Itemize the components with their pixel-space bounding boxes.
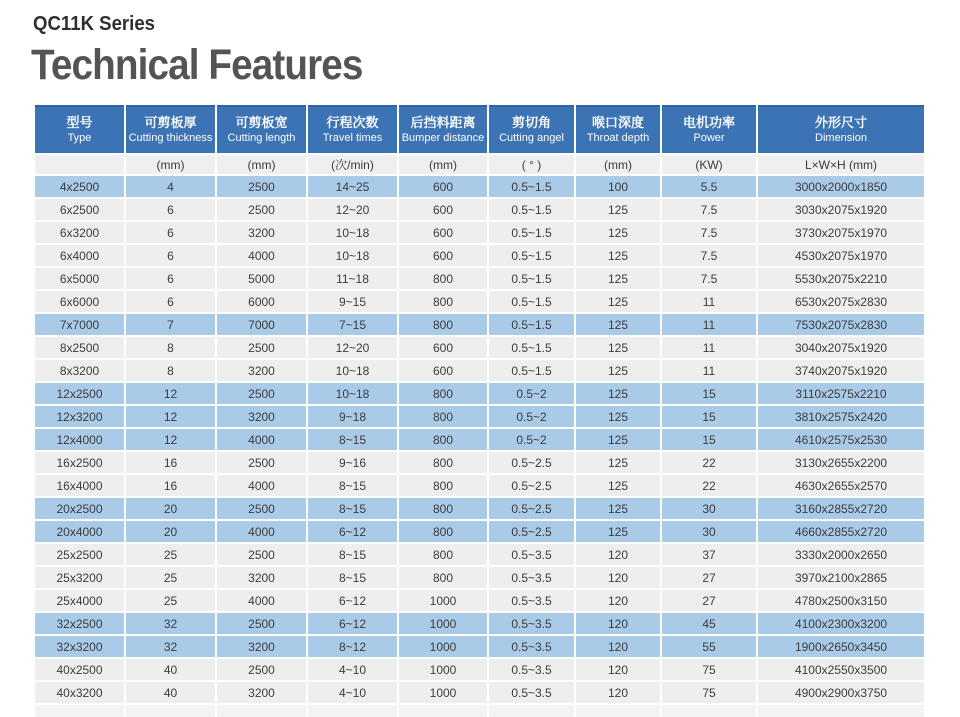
cell-cutting-angel: 0.5~3.5 (489, 659, 574, 680)
table-row (35, 176, 924, 197)
table-row (35, 429, 924, 450)
cell-cutting-angel: 0.5~2.5 (489, 475, 574, 496)
cell-type: 32x3200 (35, 636, 124, 657)
cell-dimension: 3040x2075x1920 (758, 337, 924, 358)
cell-bumper-distance: 800 (399, 291, 487, 312)
table-row (35, 590, 924, 611)
table-row (35, 613, 924, 634)
cell-power: 75 (662, 682, 756, 703)
cell-power: 27 (662, 567, 756, 588)
cell-cutting-thickness: 8 (126, 337, 215, 358)
cell-cutting-length: 3200 (217, 360, 306, 381)
cell-bumper-distance: 800 (399, 498, 487, 519)
cell-cutting-angel: 0.5~3.5 (489, 636, 574, 657)
col-header-en: Cutting length (227, 131, 296, 144)
col-header-en: Cutting thickness (128, 131, 213, 144)
cell-cutting-length: 4000 (217, 590, 306, 611)
cell-cutting-thickness: 40 (126, 659, 215, 680)
cell-travel-times: 9~15 (308, 291, 397, 312)
cell-throat-depth: 125 (576, 383, 660, 404)
cell-dimension: 4530x2075x1970 (758, 245, 924, 266)
cell-type: 6x5000 (35, 268, 124, 289)
cell-cutting-angel: 0.5~1.5 (489, 268, 574, 289)
cell-bumper-distance: 600 (399, 199, 487, 220)
cell-dimension: 3160x2855x2720 (758, 498, 924, 519)
cell-throat-depth: 120 (576, 659, 660, 680)
cell-cutting-length: 3200 (217, 406, 306, 427)
cell-power: 27 (662, 590, 756, 611)
cell-cutting-length: 2500 (217, 452, 306, 473)
col-header-zh: 剪切角 (511, 114, 551, 130)
cell-dimension: 3730x2075x1970 (758, 222, 924, 243)
cell-power: 37 (662, 544, 756, 565)
cell-power: 30 (662, 498, 756, 519)
cell-cutting-angel: 0.5~3.5 (489, 613, 574, 634)
cell-cutting-thickness: 6 (126, 199, 215, 220)
unit-cell-throat-depth: (mm) (576, 155, 660, 174)
cell-cutting-angel: 0.5~3.5 (489, 682, 574, 703)
cell-power: 7.5 (662, 245, 756, 266)
cell-bumper-distance: 800 (399, 521, 487, 542)
col-header-en: Cutting angel (499, 131, 564, 144)
cell-travel-times: 8~15 (308, 475, 397, 496)
cell-type: 12x3200 (35, 406, 124, 427)
clipped-cell (126, 705, 215, 717)
cell-travel-times: 7~15 (308, 314, 397, 335)
cell-cutting-thickness: 25 (126, 544, 215, 565)
cell-cutting-thickness: 25 (126, 567, 215, 588)
cell-throat-depth: 125 (576, 268, 660, 289)
col-header-zh: 电机功率 (682, 114, 735, 130)
col-header-cutting-thickness (126, 105, 215, 153)
cell-bumper-distance: 600 (399, 337, 487, 358)
table-body (35, 176, 924, 717)
cell-travel-times: 11~18 (308, 268, 397, 289)
col-header-cutting-length (217, 105, 306, 153)
col-header-zh: 型号 (66, 114, 93, 130)
cell-throat-depth: 100 (576, 176, 660, 197)
col-header-zh: 外形尺寸 (814, 114, 867, 130)
cell-power: 7.5 (662, 268, 756, 289)
cell-cutting-angel: 0.5~1.5 (489, 245, 574, 266)
unit-cell-type (35, 155, 124, 174)
cell-type: 25x4000 (35, 590, 124, 611)
table-row (35, 406, 924, 427)
col-header-en: Bumper distance (401, 131, 485, 144)
cell-travel-times: 10~18 (308, 245, 397, 266)
col-header-travel-times (308, 105, 397, 153)
cell-cutting-angel: 0.5~1.5 (489, 314, 574, 335)
cell-power: 7.5 (662, 222, 756, 243)
cell-travel-times: 10~18 (308, 360, 397, 381)
cell-type: 20x2500 (35, 498, 124, 519)
cell-type: 16x4000 (35, 475, 124, 496)
cell-throat-depth: 125 (576, 199, 660, 220)
cell-bumper-distance: 800 (399, 268, 487, 289)
cell-throat-depth: 125 (576, 314, 660, 335)
cell-dimension: 1900x2650x3450 (758, 636, 924, 657)
cell-throat-depth: 125 (576, 406, 660, 427)
cell-cutting-angel: 0.5~2 (489, 429, 574, 450)
cell-cutting-angel: 0.5~1.5 (489, 176, 574, 197)
cell-cutting-angel: 0.5~1.5 (489, 337, 574, 358)
cell-cutting-length: 3200 (217, 636, 306, 657)
col-header-en: Type (67, 131, 92, 144)
cell-cutting-angel: 0.5~2.5 (489, 498, 574, 519)
cell-cutting-thickness: 20 (126, 521, 215, 542)
table-row (35, 383, 924, 404)
cell-cutting-thickness: 32 (126, 636, 215, 657)
table-row (35, 521, 924, 542)
cell-throat-depth: 125 (576, 245, 660, 266)
table-row (35, 659, 924, 680)
unit-cell-cutting-angel: ( ° ) (489, 155, 574, 174)
cell-cutting-length: 2500 (217, 613, 306, 634)
col-header-type (35, 105, 124, 153)
unit-cell-cutting-thickness: (mm) (126, 155, 215, 174)
cell-bumper-distance: 800 (399, 452, 487, 473)
cell-cutting-angel: 0.5~1.5 (489, 222, 574, 243)
cell-cutting-length: 4000 (217, 521, 306, 542)
cell-bumper-distance: 1000 (399, 659, 487, 680)
col-header-zh: 可剪板宽 (235, 114, 288, 130)
cell-power: 30 (662, 521, 756, 542)
table-row (35, 199, 924, 220)
cell-travel-times: 8~15 (308, 567, 397, 588)
cell-travel-times: 8~15 (308, 498, 397, 519)
cell-bumper-distance: 600 (399, 360, 487, 381)
cell-cutting-angel: 0.5~2 (489, 406, 574, 427)
cell-cutting-thickness: 7 (126, 314, 215, 335)
cell-travel-times: 6~12 (308, 590, 397, 611)
cell-cutting-thickness: 6 (126, 268, 215, 289)
cell-power: 11 (662, 360, 756, 381)
cell-type: 16x2500 (35, 452, 124, 473)
cell-bumper-distance: 800 (399, 429, 487, 450)
cell-bumper-distance: 600 (399, 176, 487, 197)
cell-type: 32x2500 (35, 613, 124, 634)
clipped-row (35, 705, 924, 717)
cell-cutting-angel: 0.5~2.5 (489, 452, 574, 473)
table-row (35, 337, 924, 358)
table-row (35, 682, 924, 703)
table-row (35, 544, 924, 565)
cell-type: 25x2500 (35, 544, 124, 565)
cell-cutting-thickness: 12 (126, 406, 215, 427)
cell-throat-depth: 125 (576, 498, 660, 519)
cell-dimension: 6530x2075x2830 (758, 291, 924, 312)
cell-dimension: 7530x2075x2830 (758, 314, 924, 335)
cell-bumper-distance: 1000 (399, 682, 487, 703)
cell-travel-times: 6~12 (308, 613, 397, 634)
cell-cutting-thickness: 25 (126, 590, 215, 611)
clipped-cell (576, 705, 660, 717)
cell-bumper-distance: 800 (399, 567, 487, 588)
cell-throat-depth: 120 (576, 613, 660, 634)
cell-throat-depth: 125 (576, 360, 660, 381)
cell-throat-depth: 120 (576, 636, 660, 657)
cell-dimension: 4780x2500x3150 (758, 590, 924, 611)
cell-type: 6x2500 (35, 199, 124, 220)
cell-cutting-length: 2500 (217, 199, 306, 220)
cell-power: 15 (662, 383, 756, 404)
cell-cutting-thickness: 4 (126, 176, 215, 197)
page-title: Technical Features (31, 41, 363, 89)
col-header-dimension (758, 105, 924, 153)
units-row (35, 155, 924, 174)
table-row (35, 291, 924, 312)
cell-power: 15 (662, 429, 756, 450)
cell-cutting-length: 3200 (217, 222, 306, 243)
cell-bumper-distance: 800 (399, 475, 487, 496)
clipped-cell (758, 705, 924, 717)
cell-cutting-angel: 0.5~3.5 (489, 590, 574, 611)
unit-cell-cutting-length: (mm) (217, 155, 306, 174)
cell-cutting-length: 2500 (217, 337, 306, 358)
col-header-zh: 行程次数 (326, 114, 379, 130)
cell-cutting-length: 2500 (217, 176, 306, 197)
technical-features-table (33, 103, 926, 717)
cell-bumper-distance: 1000 (399, 636, 487, 657)
cell-cutting-angel: 0.5~1.5 (489, 199, 574, 220)
cell-cutting-length: 3200 (217, 682, 306, 703)
cell-dimension: 3030x2075x1920 (758, 199, 924, 220)
cell-cutting-thickness: 32 (126, 613, 215, 634)
cell-type: 12x2500 (35, 383, 124, 404)
cell-throat-depth: 125 (576, 222, 660, 243)
cell-dimension: 4900x2900x3750 (758, 682, 924, 703)
cell-type: 20x4000 (35, 521, 124, 542)
clipped-cell (217, 705, 306, 717)
cell-power: 45 (662, 613, 756, 634)
cell-cutting-length: 4000 (217, 429, 306, 450)
table-row (35, 222, 924, 243)
cell-dimension: 4100x2550x3500 (758, 659, 924, 680)
cell-travel-times: 8~15 (308, 544, 397, 565)
series-label: QC11K Series (33, 13, 156, 35)
cell-power: 7.5 (662, 199, 756, 220)
cell-cutting-length: 6000 (217, 291, 306, 312)
cell-cutting-length: 7000 (217, 314, 306, 335)
cell-cutting-thickness: 6 (126, 222, 215, 243)
unit-cell-power: (KW) (662, 155, 756, 174)
cell-cutting-thickness: 20 (126, 498, 215, 519)
cell-cutting-length: 2500 (217, 544, 306, 565)
cell-travel-times: 8~15 (308, 429, 397, 450)
table-row (35, 360, 924, 381)
cell-dimension: 4660x2855x2720 (758, 521, 924, 542)
cell-bumper-distance: 1000 (399, 590, 487, 611)
cell-bumper-distance: 800 (399, 314, 487, 335)
cell-travel-times: 10~18 (308, 222, 397, 243)
clipped-cell (662, 705, 756, 717)
cell-bumper-distance: 800 (399, 406, 487, 427)
cell-cutting-thickness: 6 (126, 291, 215, 312)
col-header-en: Dimension (815, 131, 867, 144)
col-header-zh: 可剪板厚 (144, 114, 197, 130)
cell-power: 11 (662, 291, 756, 312)
table-row (35, 268, 924, 289)
cell-power: 5.5 (662, 176, 756, 197)
col-header-zh: 后挡料距离 (410, 114, 476, 130)
cell-dimension: 3740x2075x1920 (758, 360, 924, 381)
col-header-en: Throat depth (586, 131, 650, 144)
table-header (35, 105, 924, 153)
cell-cutting-angel: 0.5~1.5 (489, 360, 574, 381)
cell-dimension: 3970x2100x2865 (758, 567, 924, 588)
cell-cutting-thickness: 16 (126, 452, 215, 473)
cell-throat-depth: 125 (576, 429, 660, 450)
cell-cutting-thickness: 6 (126, 245, 215, 266)
table-row (35, 636, 924, 657)
cell-power: 55 (662, 636, 756, 657)
cell-throat-depth: 120 (576, 544, 660, 565)
table-row (35, 314, 924, 335)
cell-travel-times: 12~20 (308, 337, 397, 358)
cell-bumper-distance: 600 (399, 245, 487, 266)
cell-throat-depth: 125 (576, 337, 660, 358)
cell-power: 11 (662, 337, 756, 358)
cell-dimension: 3110x2575x2210 (758, 383, 924, 404)
cell-type: 6x4000 (35, 245, 124, 266)
cell-cutting-length: 4000 (217, 475, 306, 496)
table-row (35, 567, 924, 588)
cell-travel-times: 12~20 (308, 199, 397, 220)
clipped-cell (35, 705, 124, 717)
cell-power: 11 (662, 314, 756, 335)
table-row (35, 245, 924, 266)
cell-travel-times: 8~12 (308, 636, 397, 657)
cell-bumper-distance: 800 (399, 383, 487, 404)
table-row (35, 475, 924, 496)
cell-cutting-thickness: 16 (126, 475, 215, 496)
clipped-cell (399, 705, 487, 717)
cell-type: 6x6000 (35, 291, 124, 312)
col-header-power (662, 105, 756, 153)
cell-type: 12x4000 (35, 429, 124, 450)
col-header-bumper-distance (399, 105, 487, 153)
cell-throat-depth: 120 (576, 682, 660, 703)
cell-type: 8x3200 (35, 360, 124, 381)
cell-dimension: 4610x2575x2530 (758, 429, 924, 450)
cell-bumper-distance: 800 (399, 544, 487, 565)
cell-cutting-angel: 0.5~2.5 (489, 521, 574, 542)
cell-type: 6x3200 (35, 222, 124, 243)
table-row (35, 498, 924, 519)
cell-cutting-length: 2500 (217, 498, 306, 519)
cell-power: 75 (662, 659, 756, 680)
cell-travel-times: 10~18 (308, 383, 397, 404)
cell-cutting-angel: 0.5~1.5 (489, 291, 574, 312)
cell-bumper-distance: 1000 (399, 613, 487, 634)
cell-type: 25x3200 (35, 567, 124, 588)
unit-cell-travel-times: (次/min) (308, 155, 397, 174)
cell-cutting-angel: 0.5~2 (489, 383, 574, 404)
cell-throat-depth: 120 (576, 590, 660, 611)
clipped-cell (489, 705, 574, 717)
cell-cutting-length: 3200 (217, 567, 306, 588)
cell-travel-times: 6~12 (308, 521, 397, 542)
cell-travel-times: 9~18 (308, 406, 397, 427)
cell-dimension: 3130x2655x2200 (758, 452, 924, 473)
cell-cutting-length: 2500 (217, 383, 306, 404)
col-header-en: Travel times (322, 131, 383, 144)
cell-throat-depth: 125 (576, 521, 660, 542)
cell-type: 7x7000 (35, 314, 124, 335)
cell-throat-depth: 125 (576, 452, 660, 473)
cell-cutting-angel: 0.5~3.5 (489, 567, 574, 588)
cell-cutting-length: 2500 (217, 659, 306, 680)
unit-cell-dimension: L×W×H (mm) (758, 155, 924, 174)
cell-cutting-thickness: 40 (126, 682, 215, 703)
cell-cutting-length: 4000 (217, 245, 306, 266)
cell-throat-depth: 120 (576, 567, 660, 588)
cell-power: 15 (662, 406, 756, 427)
cell-travel-times: 14~25 (308, 176, 397, 197)
cell-cutting-thickness: 12 (126, 383, 215, 404)
col-header-en: Power (693, 131, 725, 144)
cell-dimension: 5530x2075x2210 (758, 268, 924, 289)
cell-dimension: 4100x2300x3200 (758, 613, 924, 634)
cell-travel-times: 4~10 (308, 682, 397, 703)
table-row (35, 452, 924, 473)
cell-type: 40x3200 (35, 682, 124, 703)
unit-cell-bumper-distance: (mm) (399, 155, 487, 174)
cell-bumper-distance: 600 (399, 222, 487, 243)
col-header-zh: 喉口深度 (591, 114, 644, 130)
cell-dimension: 4630x2655x2570 (758, 475, 924, 496)
cell-travel-times: 9~16 (308, 452, 397, 473)
table-units-row (35, 155, 924, 174)
cell-throat-depth: 125 (576, 475, 660, 496)
clipped-cell (308, 705, 397, 717)
col-header-cutting-angel (489, 105, 574, 153)
col-header-throat-depth (576, 105, 660, 153)
cell-cutting-thickness: 12 (126, 429, 215, 450)
cell-type: 40x2500 (35, 659, 124, 680)
cell-power: 22 (662, 475, 756, 496)
cell-type: 4x2500 (35, 176, 124, 197)
cell-type: 8x2500 (35, 337, 124, 358)
cell-power: 22 (662, 452, 756, 473)
cell-dimension: 3000x2000x1850 (758, 176, 924, 197)
cell-travel-times: 4~10 (308, 659, 397, 680)
cell-cutting-thickness: 8 (126, 360, 215, 381)
cell-throat-depth: 125 (576, 291, 660, 312)
cell-dimension: 3330x2000x2650 (758, 544, 924, 565)
cell-cutting-length: 5000 (217, 268, 306, 289)
header-row (35, 105, 924, 153)
cell-cutting-angel: 0.5~3.5 (489, 544, 574, 565)
cell-dimension: 3810x2575x2420 (758, 406, 924, 427)
